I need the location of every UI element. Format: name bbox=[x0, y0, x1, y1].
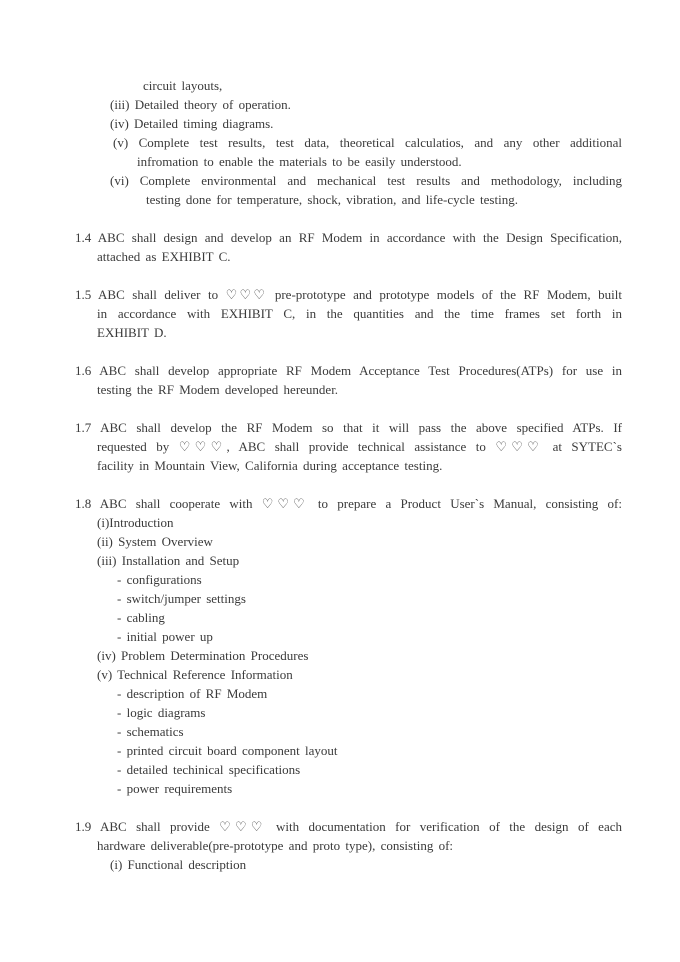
document-line: - switch/jumper settings bbox=[117, 591, 246, 606]
document-line: attached as EXHIBIT C. bbox=[97, 249, 231, 264]
document-line: infromation to enable the materials to be easily understood. bbox=[137, 154, 462, 169]
document-line: - cabling bbox=[117, 610, 165, 625]
document-line: 1.8 ABC shall cooperate with ♡♡♡ to prepare a Product User`s Manual, consisting of: bbox=[75, 496, 622, 511]
document-body bbox=[75, 76, 622, 874]
document-line: (v) Technical Reference Information bbox=[97, 667, 293, 682]
document-line: (iv) Problem Determination Procedures bbox=[97, 648, 309, 663]
document-line: - description of RF Modem bbox=[117, 686, 268, 701]
document-line: testing done for temperature, shock, vibration, and life-cycle testing. bbox=[146, 192, 518, 207]
document-line: testing the RF Modem developed hereunder. bbox=[97, 382, 339, 397]
document-line: EXHIBIT D. bbox=[97, 325, 167, 340]
document-line: 1.7 ABC shall develop the RF Modem so that it will pass the above specified ATPs. If bbox=[75, 420, 622, 435]
document-line: - schematics bbox=[117, 724, 184, 739]
document-line: requested by ♡♡♡, ABC shall provide technical assistance to ♡♡♡ at SYTEC`s bbox=[97, 439, 622, 454]
document-line: - detailed techinical specifications bbox=[117, 762, 301, 777]
document-line: (ii) System Overview bbox=[97, 534, 213, 549]
document-line: (iii) Detailed theory of operation. bbox=[110, 97, 291, 112]
document-line: in accordance with EXHIBIT C, in the quantities and the time frames set forth in bbox=[97, 306, 622, 321]
document-line: - initial power up bbox=[117, 629, 213, 644]
document-line: 1.5 ABC shall deliver to ♡♡♡ pre-prototype and prototype models of the RF Modem, built bbox=[75, 287, 622, 302]
document-line: 1.6 ABC shall develop appropriate RF Modem Acceptance Test Procedures(ATPs) for use in bbox=[75, 363, 622, 378]
document-line: (v) Complete test results, test data, theoretical calculatios, and any other additional bbox=[113, 135, 622, 150]
document-line: (iv) Detailed timing diagrams. bbox=[110, 116, 274, 131]
document-line: - configurations bbox=[117, 572, 202, 587]
document-line: (iii) Installation and Setup bbox=[97, 553, 240, 568]
document-line: hardware deliverable(pre-prototype and proto type), consisting of: bbox=[97, 838, 454, 853]
document-line: (i)Introduction bbox=[97, 515, 174, 530]
document-line: 1.9 ABC shall provide ♡♡♡ with documentation for verification of the design of each bbox=[75, 819, 622, 834]
document-line: circuit layouts, bbox=[143, 78, 223, 93]
document-line: - logic diagrams bbox=[117, 705, 206, 720]
document-line: - printed circuit board component layout bbox=[117, 743, 338, 758]
document-line: - power requirements bbox=[117, 781, 233, 796]
document-line: (i) Functional description bbox=[110, 857, 247, 872]
document-line: 1.4 ABC shall design and develop an RF Modem in accordance with the Design Specification, bbox=[75, 230, 622, 245]
document-line: (vi) Complete environmental and mechanical test results and methodology, including bbox=[110, 173, 622, 188]
document-line: facility in Mountain View, California during acceptance testing. bbox=[97, 458, 443, 473]
